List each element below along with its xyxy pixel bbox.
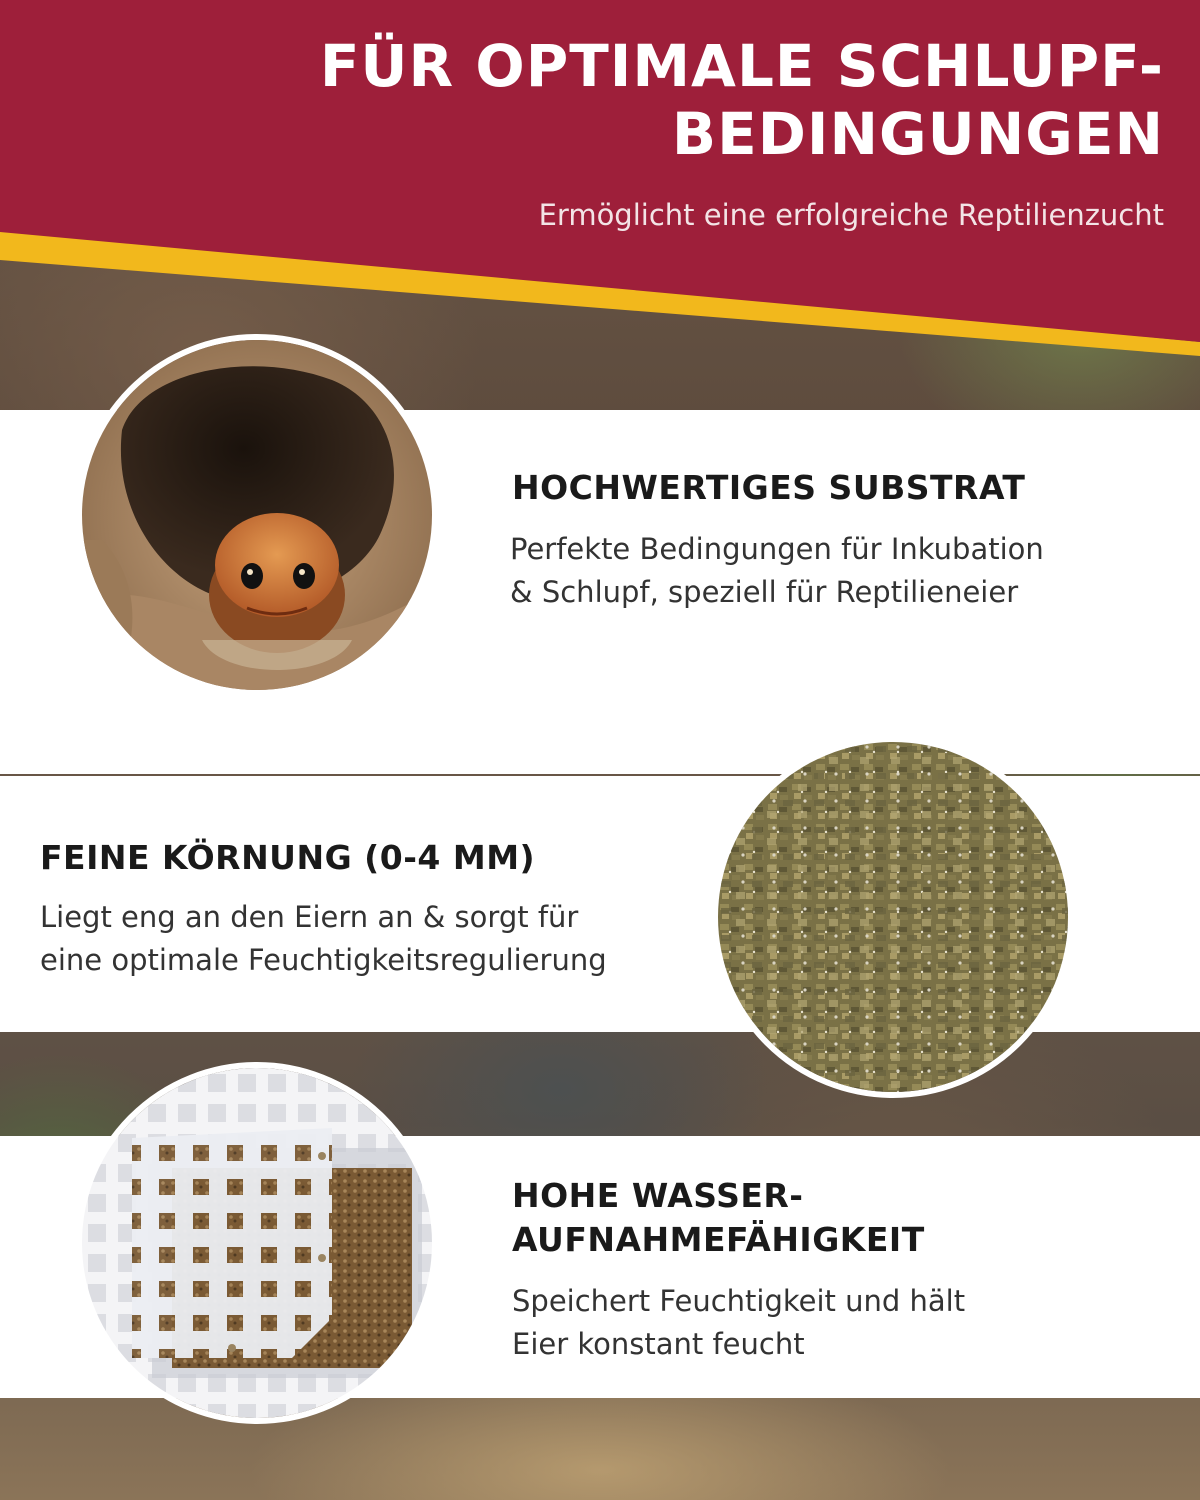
lizard-photo bbox=[76, 334, 438, 696]
page-title-line-1: FÜR OPTIMALE SCHLUPF- bbox=[319, 32, 1164, 100]
feature-title-substrate: HOCHWERTIGES SUBSTRAT bbox=[512, 468, 1026, 507]
feature-text-absorption: Speichert Feuchtigkeit und hält Eier konstant feucht bbox=[512, 1284, 966, 1361]
vermiculite-photo bbox=[712, 736, 1074, 1098]
feature-text-grain: Liegt eng an den Eiern an & sorgt für eine optimale Feuchtigkeitsregulierung bbox=[40, 900, 607, 977]
page-title-line-2: BEDINGUNGEN bbox=[671, 100, 1164, 168]
page-title bbox=[320, 32, 1164, 168]
incubation-box-photo bbox=[76, 1062, 438, 1424]
feature-title-absorption: HOHE WASSER- AUFNAHMEFÄHIGKEIT bbox=[512, 1176, 925, 1259]
page-subtitle: Ermöglicht eine erfolgreiche Reptilienzucht bbox=[538, 198, 1164, 232]
feature-title-grain: FEINE KÖRNUNG (0-4 MM) bbox=[40, 838, 536, 877]
feature-text-substrate: Perfekte Bedingungen für Inkubation & Schlupf, speziell für Reptilieneier bbox=[510, 532, 1044, 609]
